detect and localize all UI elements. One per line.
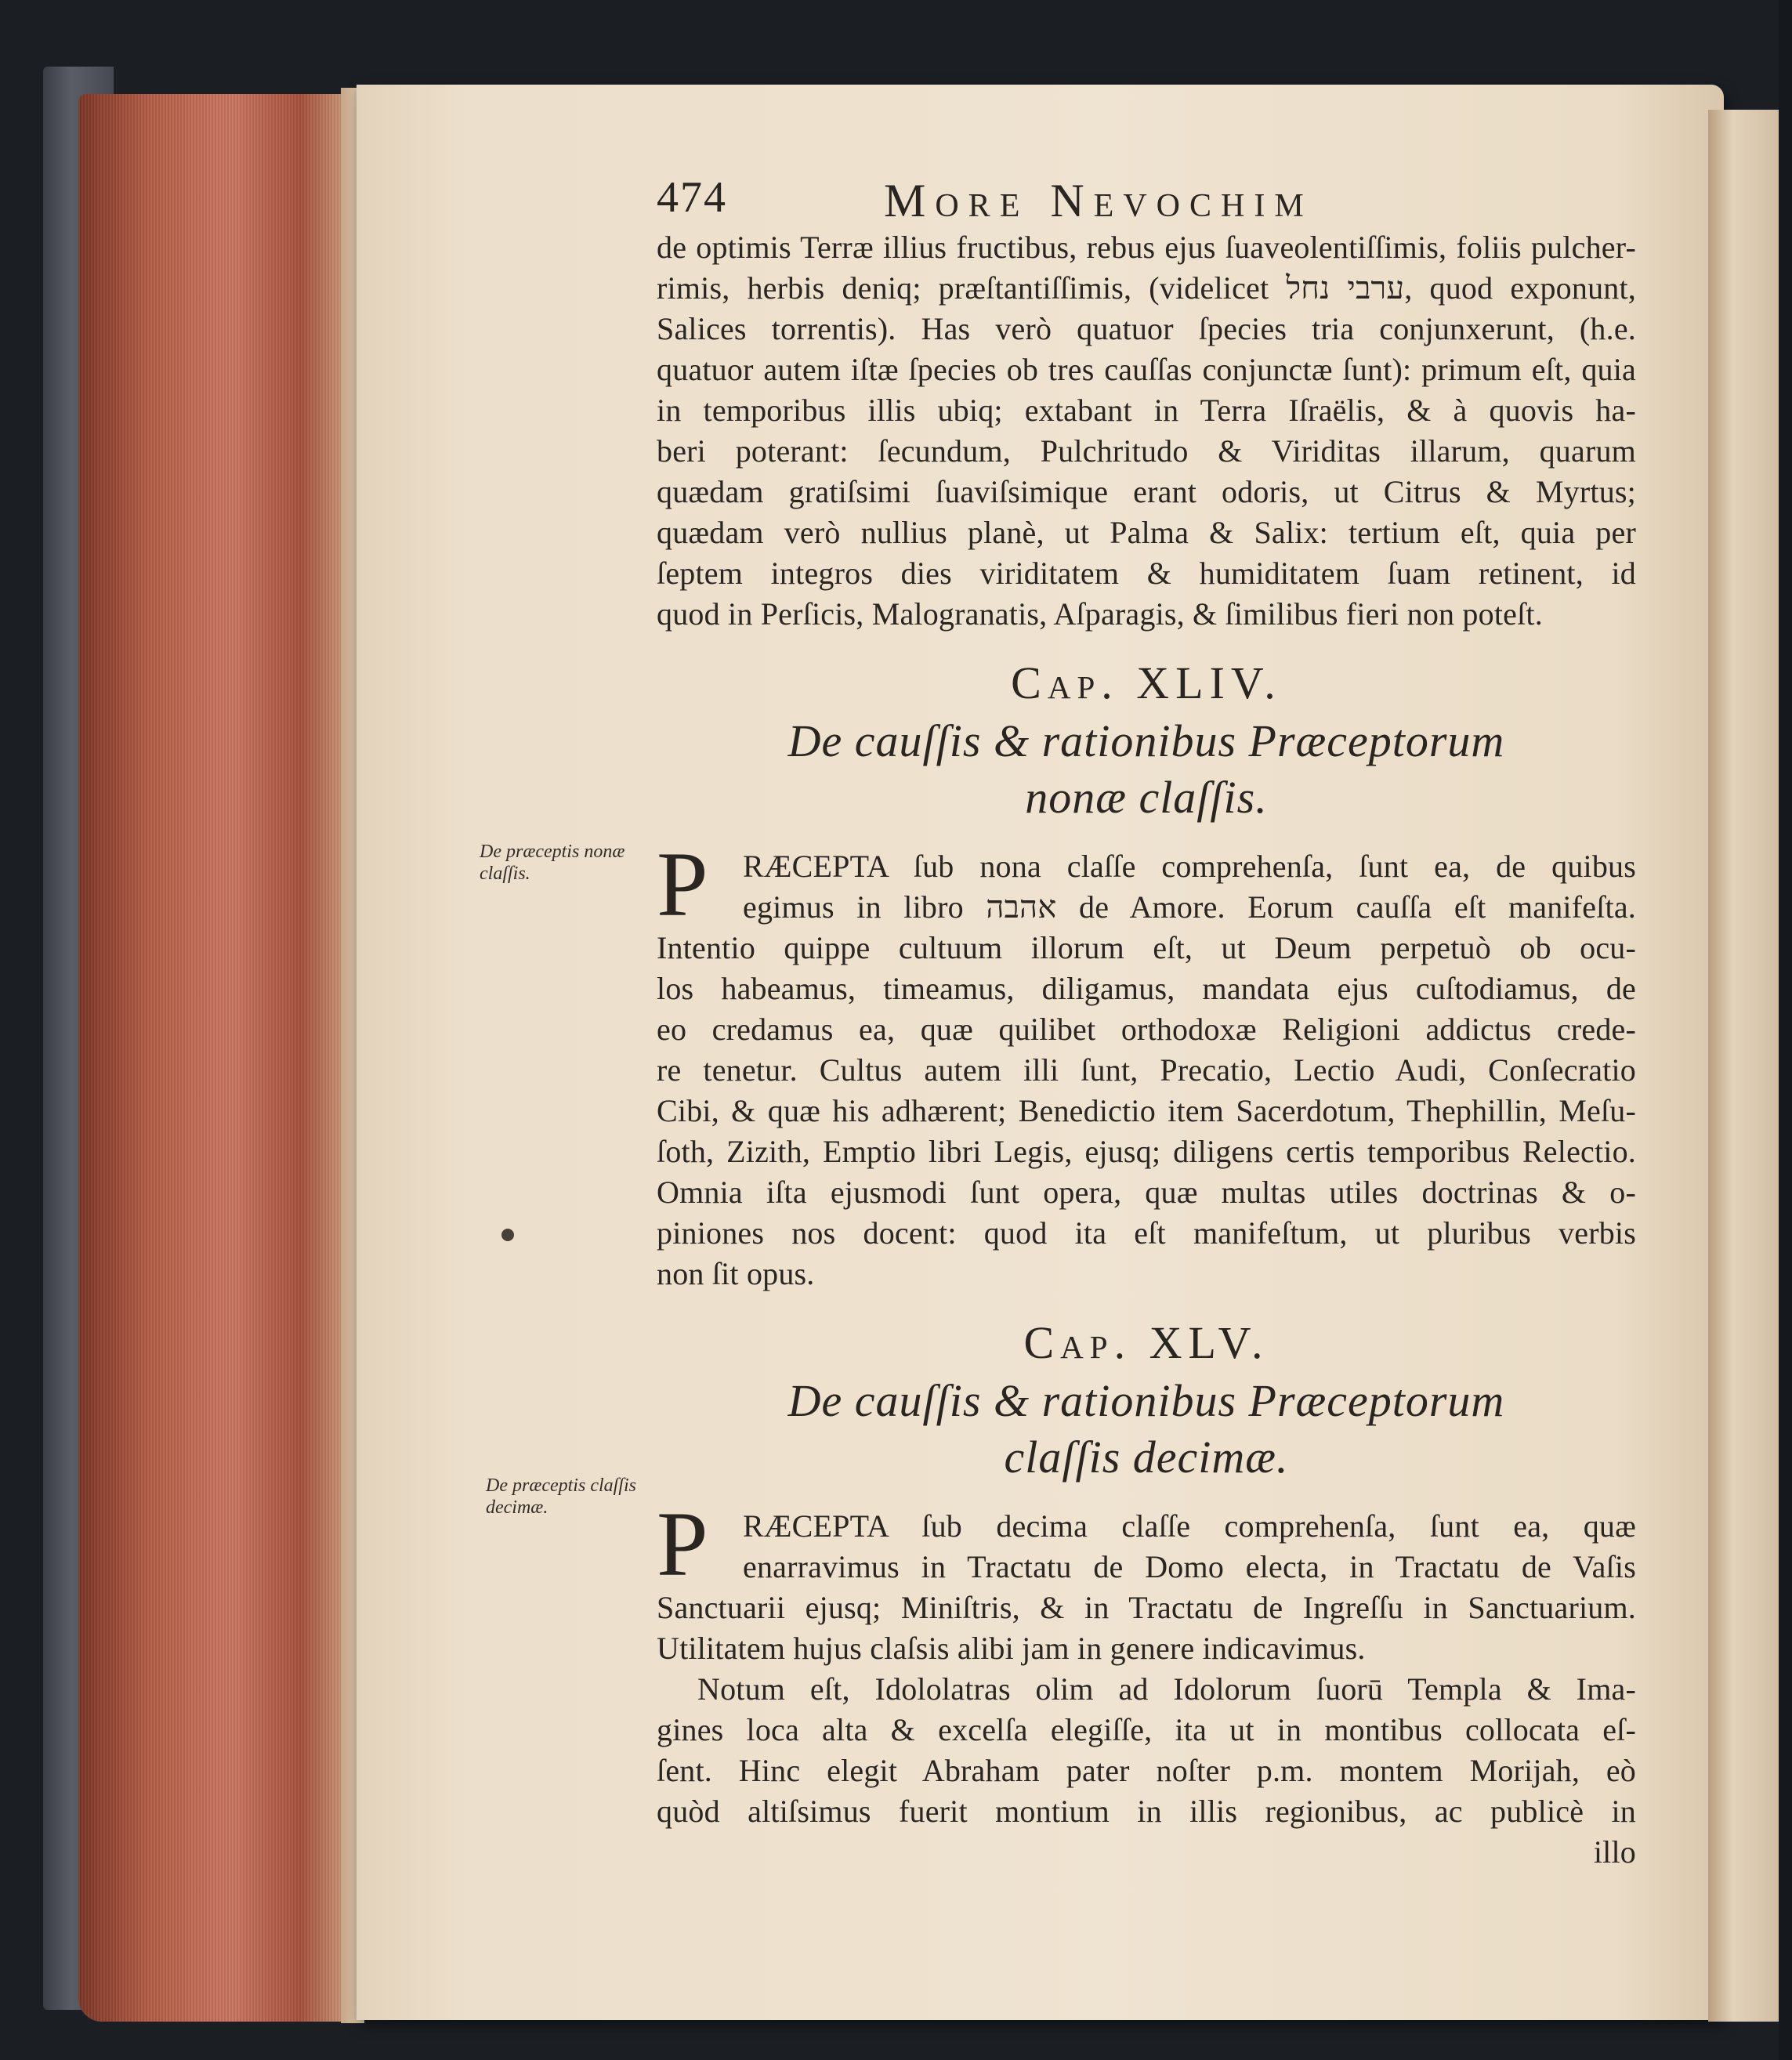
text-line: Intentio quippe cultuum illorum eſt, ut Deum perpetuò ob ocu-: [657, 930, 1636, 965]
marginal-note-chapter-45: De præceptis claſſis decimæ.: [486, 1475, 636, 1518]
text-line: quod in Perſicis, Malogranatis, Aſparagis, & ſimilibus fieri non poteſt.: [657, 596, 1543, 632]
text-line: beri poterant: ſecundum, Pulchritudo & Viriditas illarum, quarum: [657, 433, 1636, 469]
ink-spot: [501, 1229, 514, 1241]
text-line: in temporibus illis ubiq; extabant in Terra Iſraëlis, & à quovis ha-: [657, 393, 1636, 428]
chapter-45-title: De cauſſis & rationibus Præceptorum: [787, 1375, 1505, 1426]
text-line: Omnia iſta ejusmodi ſunt opera, quæ multas utiles doctrinas & o-: [657, 1175, 1636, 1210]
text-line: gines loca alta & excelſa elegiſſe, ita ut in montibus collocata eſ-: [657, 1712, 1636, 1747]
text-line: re tenetur. Cultus autem illi ſunt, Precatio, Lectio Audi, Conſecratio: [657, 1052, 1636, 1088]
next-page-edge: [1708, 110, 1779, 2022]
text-line: de optimis Terræ illius fructibus, rebus ejus ſuaveolentiſſimis, foliis pulcher-: [657, 230, 1636, 265]
background-edge: [1779, 0, 1792, 2060]
drop-cap: P: [657, 833, 708, 936]
text-line: quatuor autem iſtæ ſpecies ob tres cauſſas conjunctæ ſunt): primum eſt, quia: [657, 352, 1636, 387]
text-line: Sanctuarii ejusq; Miniſtris, & in Tractatu de Ingreſſu in Sanctuarium.: [657, 1590, 1636, 1625]
text-line: rimis, herbis deniq; præſtantiſſimis, (videlicet ערבי נחל, quod exponunt,: [657, 270, 1637, 306]
paragraph-block-1: [657, 227, 1636, 635]
text-line: los habeamus, timeamus, diligamus, mandata ejus cuſtodiamus, de: [657, 971, 1636, 1006]
chapter-44-number: Cap. XLIV.: [1011, 657, 1282, 708]
chapter-44-paragraph: [657, 833, 1636, 1294]
chapter-44-title-cont: nonæ claſſis.: [1025, 772, 1268, 823]
running-title: More Nevochim: [884, 175, 1313, 226]
text-line: RÆCEPTA ſub decima claſſe comprehenſa, ſunt ea, quæ: [743, 1508, 1636, 1544]
text-line: ſoth, Zizith, Emptio libri Legis, ejusq; diligens certis temporibus Relectio.: [657, 1134, 1636, 1169]
chapter-45-title-cont: claſſis decimæ.: [1004, 1432, 1289, 1483]
marginal-note-chapter-44: De præceptis nonæ claſſis.: [480, 842, 625, 884]
text-line: enarravimus in Tractatu de Domo electa, in Tractatu de Vaſis: [743, 1549, 1636, 1584]
drop-cap: P: [657, 1493, 708, 1595]
chapter-45-paragraph: [657, 1493, 1636, 1873]
text-line: egimus in libro אהבה de Amore. Eorum cauſſa eſt manifeſta.: [743, 889, 1636, 925]
text-line: Cibi, & quæ his adhærent; Benedictio item Sacerdotum, Thephillin, Meſu-: [657, 1093, 1636, 1128]
text-line: Utilitatem hujus claſsis alibi jam in genere indicavimus.: [657, 1631, 1366, 1666]
text-line: eo credamus ea, quæ quilibet orthodoxæ Religioni addictus crede-: [657, 1012, 1636, 1047]
text-line: quòd altiſsimus fuerit montium in illis regionibus, ac publicè in: [657, 1794, 1636, 1829]
text-block: [657, 172, 1636, 1873]
text-line: ſeptem integros dies viriditatem & humiditatem ſuam retinent, id: [657, 556, 1636, 591]
text-line: Salices torrentis). Has verò quatuor ſpecies tria conjunxerunt, (h.e.: [657, 311, 1636, 346]
text-line: piniones nos docent: quod ita eſt manifeſtum, ut pluribus verbis: [657, 1215, 1636, 1251]
chapter-44-title: De cauſſis & rationibus Præceptorum: [787, 715, 1505, 766]
text-line: Notum eſt, Idololatras olim ad Idolorum ſuorū Templa & Ima-: [697, 1671, 1636, 1707]
text-line: non ſit opus.: [657, 1256, 815, 1291]
text-line: ſent. Hinc elegit Abraham pater noſter p.m. montem Morijah, eò: [657, 1753, 1636, 1788]
catchword: illo: [1593, 1834, 1636, 1870]
page-number: 474: [657, 173, 727, 222]
fore-edge-pages: [78, 94, 357, 2022]
text-line: quædam gratiſsimi ſuaviſsimique erant odoris, ut Citrus & Myrtus;: [657, 474, 1636, 509]
text-line: RÆCEPTA ſub nona claſſe comprehenſa, ſunt ea, de quibus: [743, 849, 1636, 884]
chapter-45-number: Cap. XLV.: [1023, 1317, 1269, 1368]
running-head: [657, 172, 1636, 227]
text-line: quædam verò nullius planè, ut Palma & Salix: tertium eſt, quia per: [657, 515, 1636, 550]
